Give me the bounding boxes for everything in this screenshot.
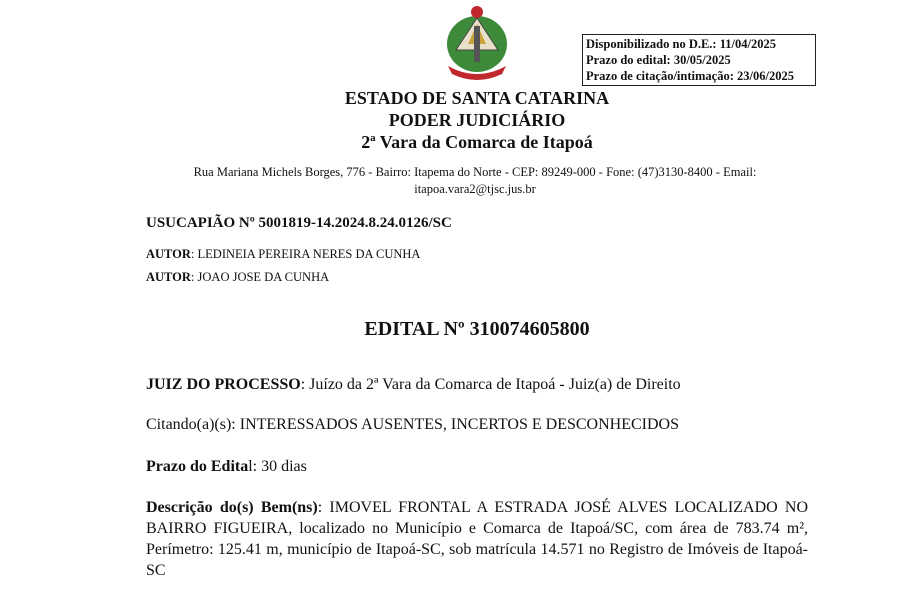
citando-line: Citando(a)(s): INTERESSADOS AUSENTES, INCERTOS E DESCONHECIDOS [146,416,679,433]
judge-line [146,374,808,395]
prazo-label: Prazo do Edita [146,458,249,475]
court-address [160,164,790,198]
description-paragraph [146,497,808,581]
email-line: itapoa.vara2@tjsc.jus.br [414,182,536,196]
author-label: AUTOR [146,247,191,261]
author-name: : JOAO JOSE DA CUNHA [190,270,330,284]
description-label: Descrição do(s) Bem(ns) [146,499,318,516]
author-label: AUTOR [146,270,191,284]
prazo-value: l: 30 dias [248,458,307,475]
prazo-edital-date: Prazo do edital: 30/05/2025 [586,53,731,67]
coat-of-arms-icon [440,4,514,80]
prazo-citacao-date: Prazo de citação/intimação: 23/06/2025 [586,69,794,83]
judge-label: JUIZ DO PROCESSO [146,376,301,393]
author-name: : LEDINEIA PEREIRA NERES DA CUNHA [190,247,421,261]
state-heading: ESTADO DE SANTA CATARINA [344,88,610,108]
author-1 [146,247,420,262]
edital-title: EDITAL Nº 310074605800 [364,318,590,340]
description-value: : IMOVEL FRONTAL A ESTRADA JOSÉ ALVES LOCALIZADO NO BAIRRO FIGUEIRA, localizado no Município e Comarca de Itapoá/SC, com área de 783.74 m², Perímetro: 125.41 m, município de Itapoá-SC, sob matrícula 14.571 no Registro de Imóveis de Itapoá-SC [146,499,808,579]
process-number: USUCAPIÃO Nº 5001819-14.2024.8.24.0126/SC [146,215,452,231]
address-line: Rua Mariana Michels Borges, 776 - Bairro: Itapema do Norte - CEP: 89249-000 - Fone: (47)3130-8400 - Email: [193,165,757,179]
publication-dates-box [582,34,816,86]
judge-value: : Juízo da 2ª Vara da Comarca de Itapoá - Juiz(a) de Direito [300,376,681,393]
disponibilizado-date: Disponibilizado no D.E.: 11/04/2025 [586,37,776,51]
power-heading: PODER JUDICIÁRIO [388,110,566,130]
author-2 [146,270,329,285]
court-heading: 2ª Vara da Comarca de Itapoá [361,132,593,152]
prazo-line [146,456,808,477]
